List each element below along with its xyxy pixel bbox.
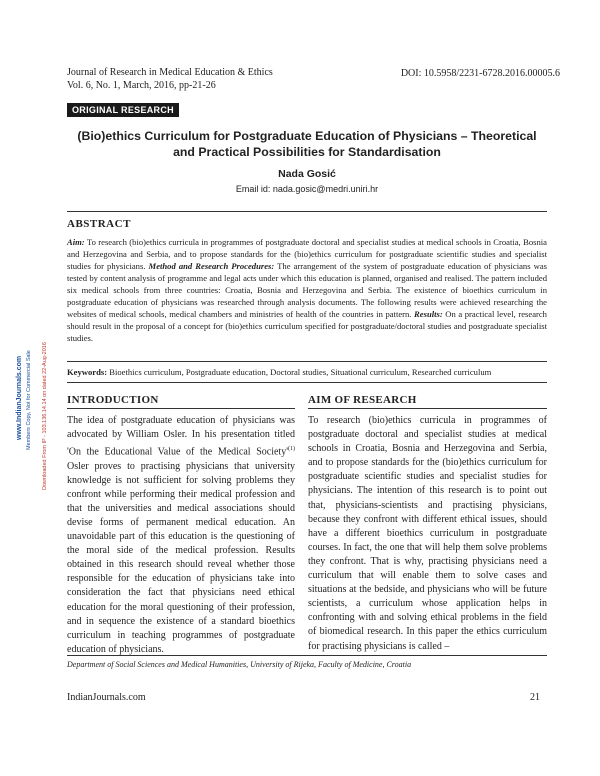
journal-info: [67, 66, 273, 92]
author-email: Email id: nada.gosic@medri.uniri.hr: [235, 184, 379, 194]
article-type-badge: ORIGINAL RESEARCH: [67, 103, 179, 117]
watermark-site: www.IndianJournals.com: [16, 355, 23, 440]
keywords-bottom-rule: [67, 382, 547, 383]
introduction-heading: INTRODUCTION: [67, 394, 159, 406]
introduction-body: [67, 414, 295, 657]
citation-ref: (1): [288, 446, 295, 453]
introduction-text-a: The idea of postgraduate education of physicians was advocated by William Osler. In his presentation titled 'On the Educational Value of the Medical Society': [67, 415, 295, 458]
keywords-label: Keywords:: [67, 367, 108, 377]
abstract-method-text: The arrangement of the system of postgraduate education of physicians was tested by content analysis of programme and legal acts under which this education is planned, organised and realised. The pattern included six medical schools from three countries: Croatia, Bosnia and Herzegovina and Serbia. The existence of bioethics curriculum in postgraduate education of physicians was researched through analysis documents. The following results were achieved researching the websites of medical schools, medical chambers and ministries of health of the countries in pattern.: [67, 261, 548, 319]
author-name: Nada Gosić: [278, 168, 336, 180]
abstract-results-label: Results:: [414, 309, 443, 319]
abstract-method-label: Method and Research Procedures:: [148, 261, 275, 271]
abstract-top-rule: [67, 211, 547, 212]
doi: DOI: 10.5958/2231-6728.2016.00005.6: [400, 68, 560, 79]
footnote-rule: [67, 655, 547, 656]
watermark-download: Downloaded From IP - 103.136.14.14 on dated 22-Aug-2016: [42, 342, 48, 490]
journal-name: Journal of Research in Medical Education & Ethics: [67, 67, 273, 78]
abstract-heading: ABSTRACT: [67, 218, 131, 230]
abstract-results-text: On a practical level, research should result in the proposal of a concept for (bio)ethics curriculum specified for postgraduate/doctoral studies and postgraduate specialist studies.: [67, 309, 547, 343]
page-number: 21: [530, 692, 540, 703]
abstract-body: [67, 236, 547, 344]
download-watermark: [12, 300, 62, 490]
abstract-aim-text: To research (bio)ethics curricula in programmes of postgraduate doctoral and specialist studies at medical schools in Croatia, Bosnia and Herzegovina and Serbia, and to propose standards for the (bio)ethics curriculum for postgraduate scientific studies and specialist studies for physicians.: [67, 237, 547, 271]
aim-rule: [308, 408, 547, 409]
paper-title: (Bio)ethics Curriculum for Postgraduate Education of Physicians – Theoretical and Practical Possibilities for Standardisation: [77, 129, 537, 159]
keywords: [67, 366, 547, 378]
aim-body: To research (bio)ethics curricula in programmes of postgraduate doctoral and specialist studies at medical schools in Croatia, Bosnia and Herzegovina and Serbia, and to propose standards for the (bio)ethics curriculum for postgraduate scientific studies and specialist studies for physicians. The intention of this research is to point out that, physicians-scientists and practising physicians, because they confront with different ethical issues, should have a different bioethics curriculum in postgraduate courses. In fact, the one that will help them solve problems they confront. That is why, practising physicians need a curriculum that will enable them to solve cases and situations at the bedside, and physicians who will be future scientists, a curriculum whose application helps in confronting with and solving ethical problems in the field of biomedical research. In this paper the ethics curriculum for practising physicians is called –: [308, 415, 547, 652]
aim-heading: AIM OF RESEARCH: [308, 394, 417, 406]
journal-volume: Vol. 6, No. 1, March, 2016, pp-21-26: [67, 80, 216, 91]
affiliation-footnote: Department of Social Sciences and Medical Humanities, University of Rijeka, Faculty of Medicine, Croatia: [67, 660, 412, 669]
footer-publisher: IndianJournals.com: [67, 692, 146, 703]
introduction-text-b: Osler proves to practising physicians that university knowledge is not sufficient for solving problems they confront while performing their medical profession and that the universities and medical associations should devise forms of permanent medical education. An unavoidable part of this education is the questioning of the moral side of the medical profession. Results obtained in this research should reveal whether those responsible for the education of physicians take into consideration the fact that physicians need ethical education for the moral questioning of their profession, and in sequence the existence of a standard bioethics curriculum in teaching programmes of postgraduate education of physicians.: [67, 460, 295, 655]
watermark-member: Members Copy, Not for Commercial Sale: [26, 350, 32, 450]
keywords-top-rule: [67, 361, 547, 362]
abstract-aim-label: Aim:: [67, 237, 85, 247]
introduction-rule: [67, 408, 295, 409]
keywords-text: Bioethics curriculum, Postgraduate education, Doctoral studies, Situational curriculum, Researched curriculum: [107, 367, 492, 377]
